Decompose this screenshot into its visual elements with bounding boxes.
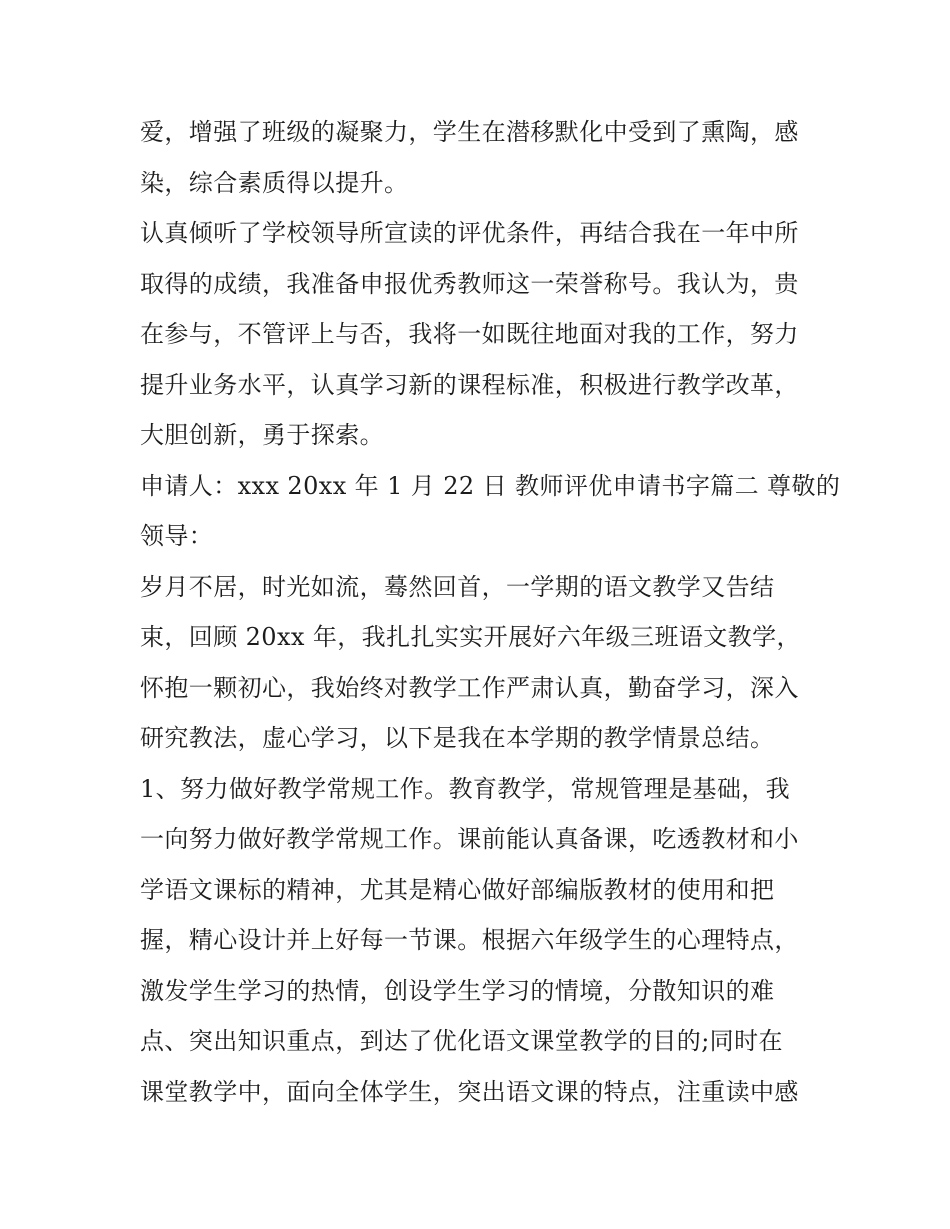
text-line: 研究教法，虚心学习，以下是我在本学期的教学情景总结。 [140, 724, 775, 752]
text-line: 申请人：xxx 20xx 年 1 月 22 日 教师评优申请书字篇二 尊敬的 [140, 471, 841, 500]
text-line: 大胆创新，勇于探索。 [140, 421, 384, 449]
text-line: 爱，增强了班级的凝聚力，学生在潜移默化中受到了熏陶，感 [140, 118, 799, 146]
text-line: 一向努力做好教学常规工作。课前能认真备课，吃透教材和小 [140, 825, 799, 853]
text-line: 怀抱一颗初心，我始终对教学工作严肃认真，勤奋学习，深入 [140, 673, 799, 702]
text-line: 领导： [140, 522, 214, 550]
text-line: 点、突出知识重点，到达了优化语文课堂教学的目的;同时在 [140, 1027, 783, 1055]
text-line: 激发学生学习的热情，创设学生学习的情境，分散知识的难 [140, 976, 775, 1005]
text-line: 学语文课标的精神，尤其是精心做好部编版教材的使用和把 [140, 875, 775, 904]
text-line: 束，回顾 20xx 年，我扎扎实实开展好六年级三班语文教学， [140, 623, 801, 651]
text-line: 课堂教学中，面向全体学生，突出语文课的特点，注重读中感 [140, 1077, 799, 1106]
text-line: 提升业务水平，认真学习新的课程标准，积极进行教学改革， [140, 370, 799, 399]
text-line: 取得的成绩，我准备申报优秀教师这一荣誉称号。我认为，贵 [140, 269, 799, 298]
document-body [140, 107, 841, 1117]
text-line: 染，综合素质得以提升。 [140, 168, 409, 197]
text-line: 在参与，不管评上与否，我将一如既往地面对我的工作，努力 [140, 320, 799, 348]
text-line: 1、努力做好教学常规工作。教育教学，常规管理是基础，我 [140, 774, 791, 803]
text-line: 握，精心设计并上好每一节课。根据六年级学生的心理特点， [140, 926, 799, 954]
text-line: 岁月不居，时光如流，蓦然回首，一学期的语文教学又告结 [140, 572, 775, 601]
text-line: 认真倾听了学校领导所宣读的评优条件，再结合我在一年中所 [140, 219, 799, 247]
